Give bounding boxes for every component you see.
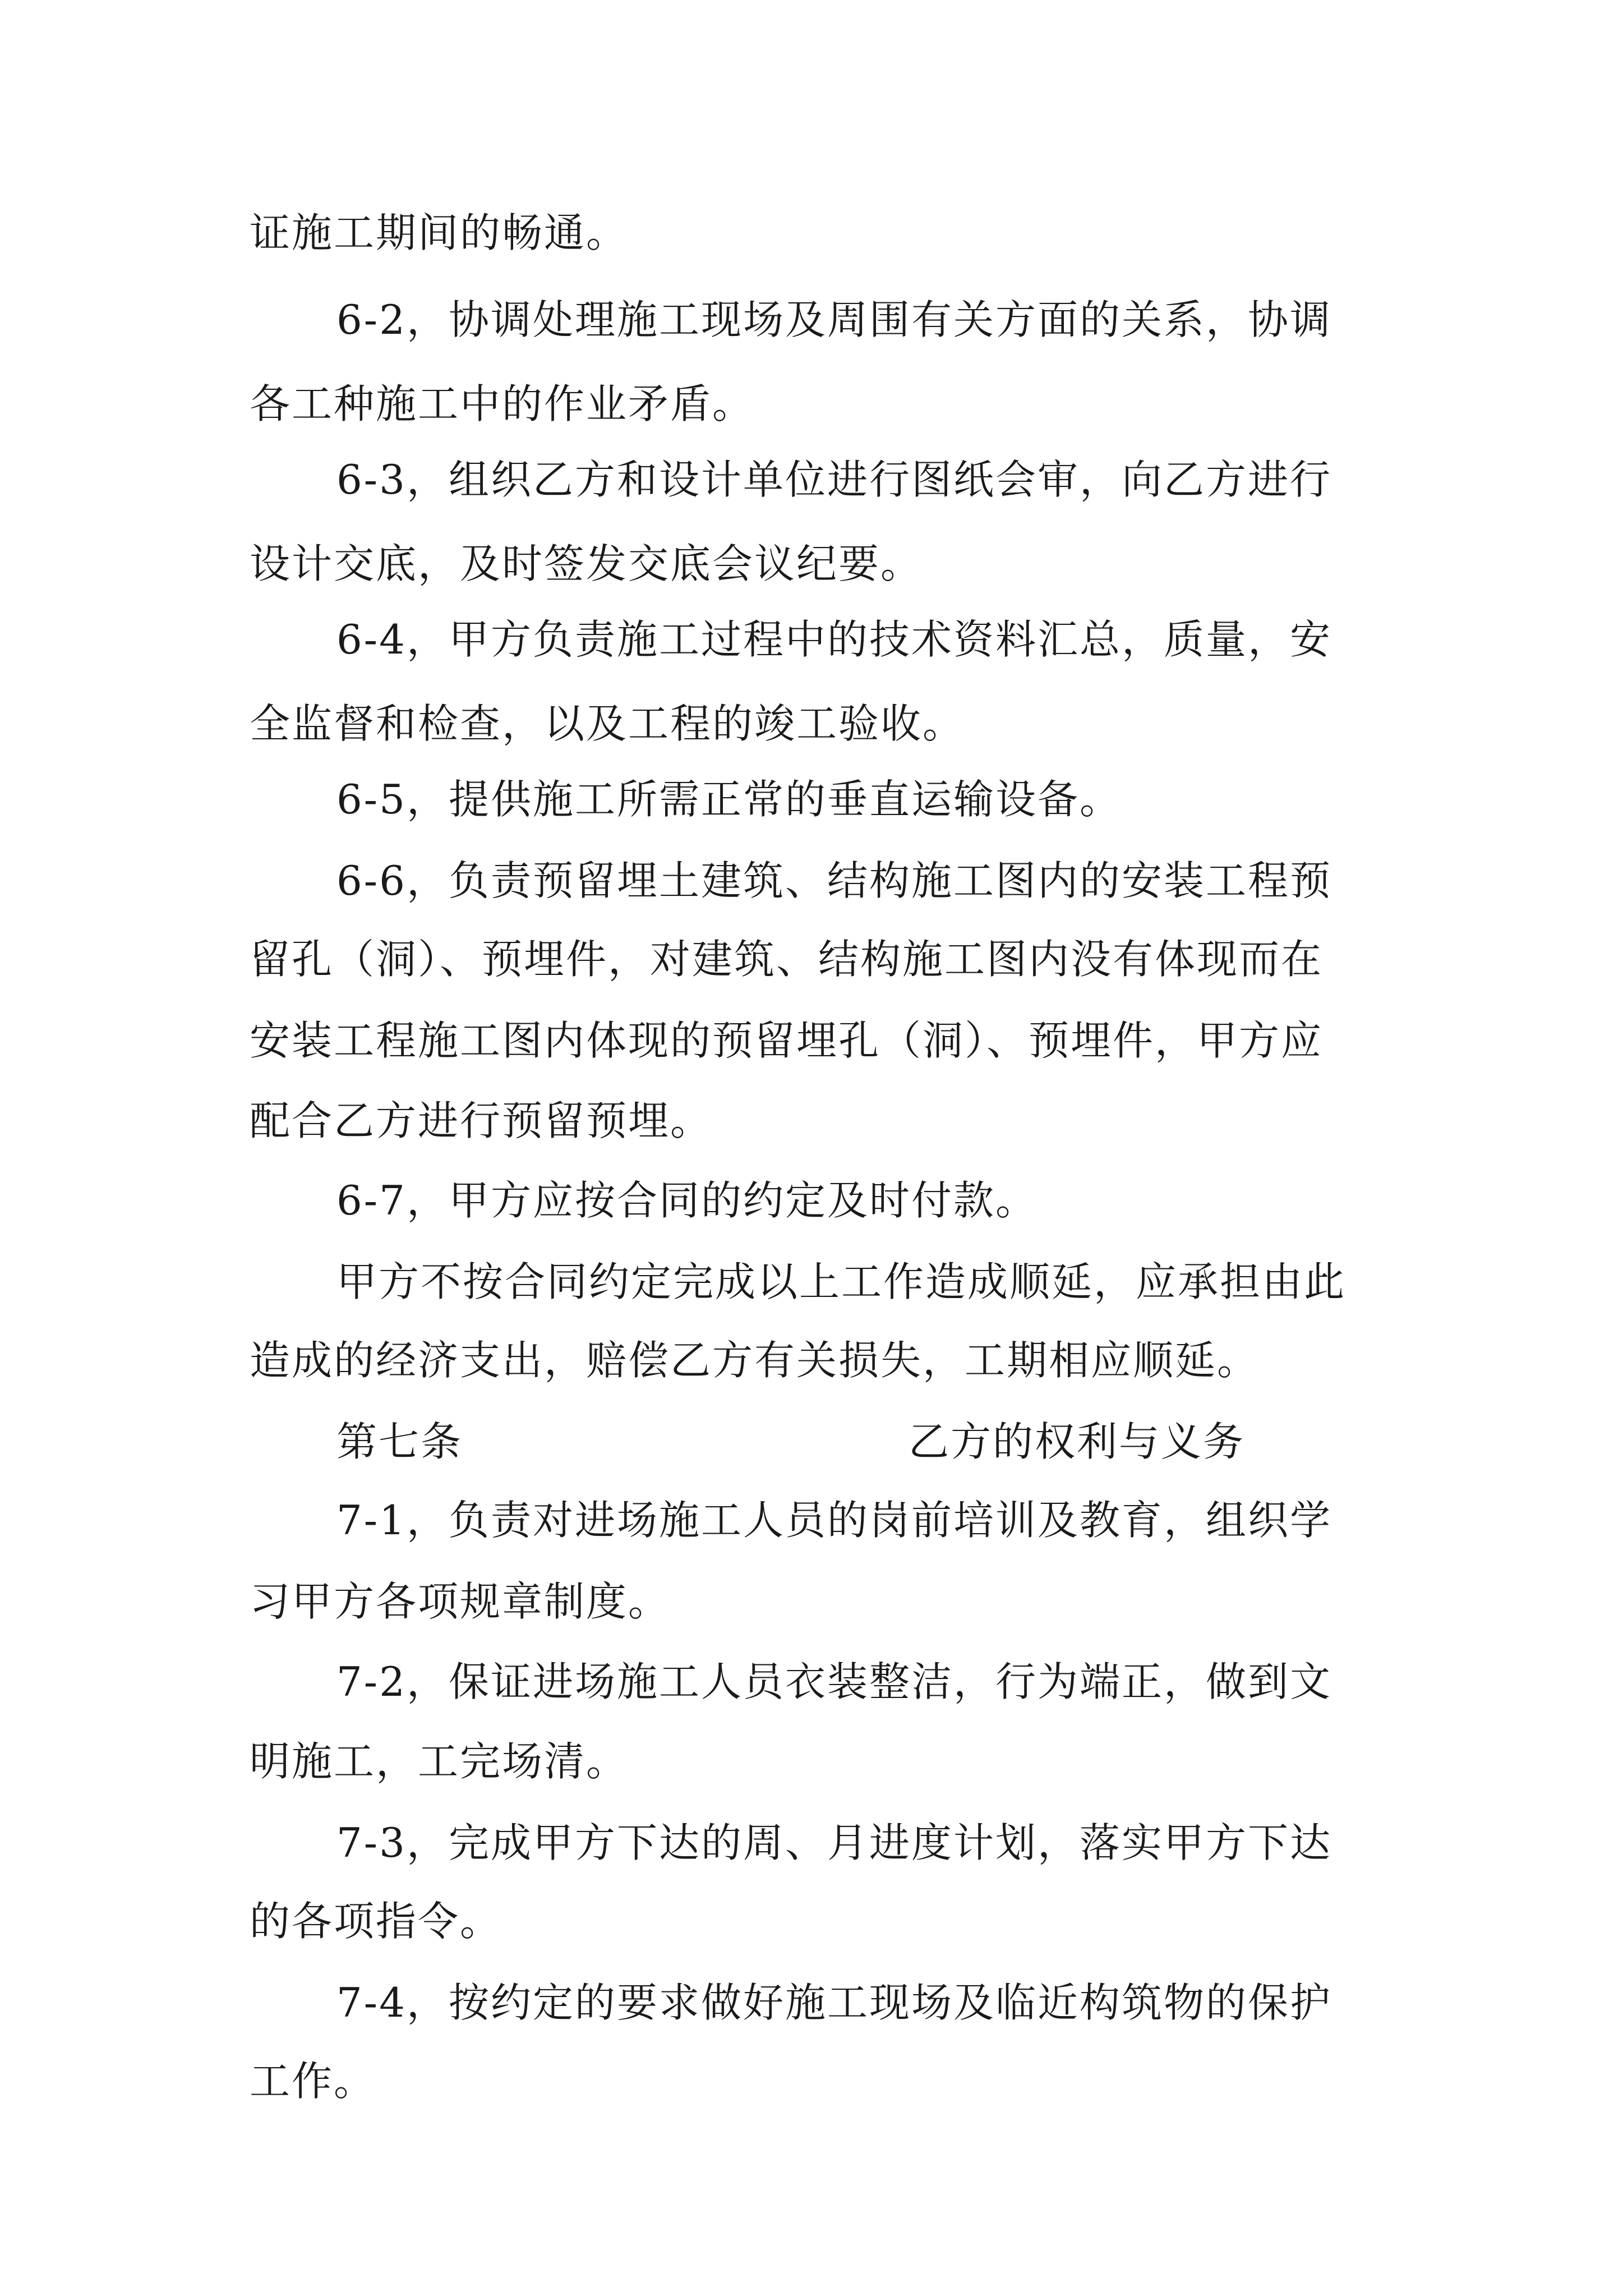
text-line: 7-2，保证进场施工人员衣装整洁，行为端正，做到文 (336, 1658, 1332, 1705)
text-line: 安装工程施工图内体现的预留埋孔（洞）、预埋件，甲方应 (250, 1017, 1324, 1064)
text-line: 各工种施工中的作业矛盾。 (250, 380, 755, 427)
text-line: 造成的经济支出，赔偿乙方有关损失，工期相应顺延。 (250, 1337, 1260, 1384)
text-line: 6-4，甲方负责施工过程中的技术资料汇总，质量，安 (336, 616, 1332, 663)
text-line: 的各项指令。 (250, 1898, 502, 1945)
text-line: 工作。 (250, 2058, 376, 2105)
section-number: 第七条 (336, 1418, 463, 1465)
text-line: 配合乙方进行预留预埋。 (250, 1097, 713, 1144)
text-line: 全监督和检查，以及工程的竣工验收。 (250, 700, 965, 747)
text-line: 6-5，提供施工所需正常的垂直运输设备。 (336, 776, 1122, 823)
text-line: 6-2，协调处理施工现场及周围有关方面的关系，协调 (336, 296, 1332, 343)
text-line: 明施工，工完场清。 (250, 1738, 629, 1785)
section-title: 乙方的权利与义务 (909, 1418, 1246, 1465)
text-line: 6-3，组织乙方和设计单位进行图纸会审，向乙方进行 (336, 456, 1332, 503)
text-line: 甲方不按合同约定完成以上工作造成顺延，应承担由此 (336, 1258, 1347, 1305)
text-line: 设计交底，及时签发交底会议纪要。 (250, 540, 923, 587)
text-line: 留孔（洞）、预埋件，对建筑、结构施工图内没有体现而在 (250, 936, 1324, 983)
text-line: 7-3，完成甲方下达的周、月进度计划，落实甲方下达 (336, 1819, 1332, 1866)
text-line: 习甲方各项规章制度。 (250, 1578, 671, 1625)
text-line: 7-4，按约定的要求做好施工现场及临近构筑物的保护 (336, 1979, 1332, 2026)
text-line: 证施工期间的畅通。 (250, 209, 629, 256)
text-line: 7-1，负责对进场施工人员的岗前培训及教育，组织学 (336, 1497, 1332, 1544)
text-line: 6-7，甲方应按合同的约定及时付款。 (336, 1177, 1038, 1224)
text-line: 6-6，负责预留埋土建筑、结构施工图内的安装工程预 (336, 857, 1332, 904)
